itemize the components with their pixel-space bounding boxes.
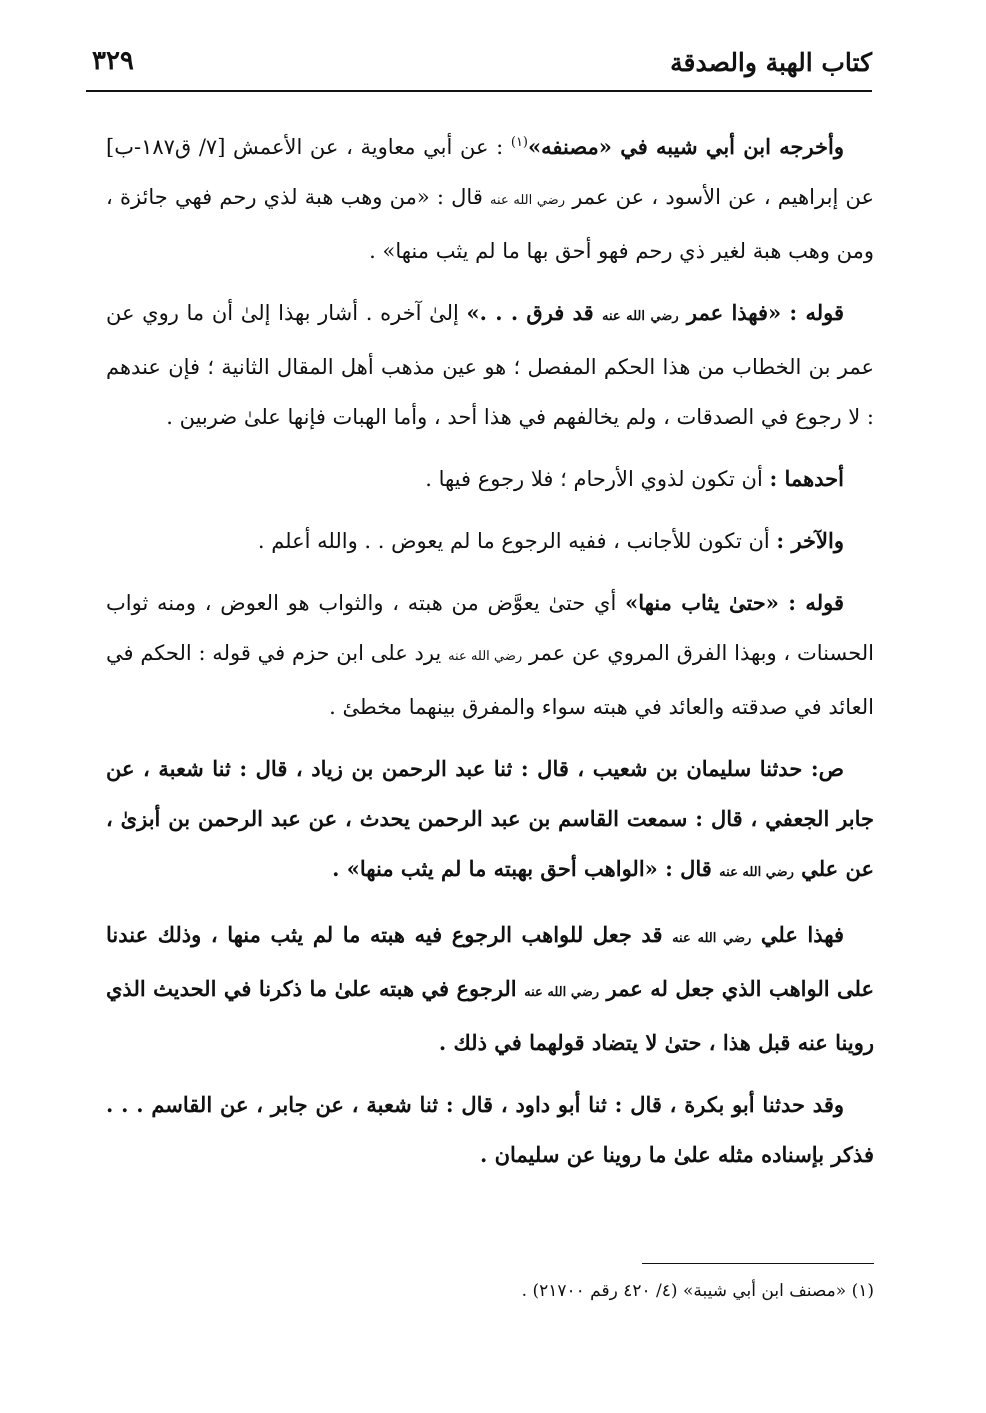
paragraph-text: إلىٰ آخره . أشار بهذا إلىٰ أن ما روي عن عمر بن الخطاب من هذا الحكم المفصل ؛ هو عين مذهب أهل المقال الثانية ؛ فإن عندهم : لا رجوع في الصدقات ، ولم يخالفهم في هذا أحد ، وأما الهبات فإنها علىٰ ضربين . [106,301,874,429]
paragraph-2 [106,288,874,442]
honorific-mark: رضي الله عنه [601,309,679,324]
paragraph-3 [106,454,874,504]
paragraph-8 [106,1080,874,1180]
paragraph-1 [106,122,874,276]
paragraph-7 [106,910,874,1068]
paragraph-text: قد جعل للواهب الرجوع فيه هبته ما لم يثب منها ، وذلك عندنا على الواهب الذي جعل له عمر [106,922,874,1001]
paragraph-text: يرد على ابن حزم في قوله : الحكم في العائد في صدقته والعائد في هبته سواء والمفرق بينهما مخطئ . [106,641,874,719]
chapter-title: كتاب الهبة والصدقة [670,48,872,77]
paragraph-text: وقد حدثنا أبو بكرة ، قال : ثنا أبو داود ، قال : ثنا شعبة ، عن جابر ، عن القاسم . . . فذكر بإسناده مثله علىٰ ما روينا عن سليمان . [106,1092,874,1167]
header-divider [86,90,872,92]
page-number: ٣٢٩ [92,46,134,76]
paragraph-text: : عن أبي معاوية ، عن الأعمش [٧/ ق١٨٧-ب] عن إبراهيم ، عن الأسود ، عن عمر [106,135,874,209]
paragraph-lead: قوله : «حتىٰ يثاب منها» [625,590,844,615]
paragraph-text: ص: حدثنا سليمان بن شعيب ، قال : ثنا عبد الرحمن بن زياد ، قال : ثنا شعبة ، عن جابر الجعفي ، قال : سمعت القاسم بن عبد الرحمن يحدث ، عن عبد الرحمن بن أبزىٰ ، عن علي [106,756,874,881]
paragraph-text: قال : «الواهب أحق بهبته ما لم يثب منها» . [332,856,720,881]
paragraph-lead: قوله : «فهذا عمر [678,300,845,325]
honorific-mark: رضي الله عنه [524,985,600,1000]
footnote-marker: (١) [510,135,528,150]
paragraph-lead: وأخرجه ابن أبي شيبه في «مصنفه» [528,134,845,159]
footnote-divider [642,1263,874,1264]
honorific-mark: رضي الله عنه [490,193,565,208]
honorific-mark: رضي الله عنه [672,931,752,946]
paragraph-5 [106,578,874,732]
footnote [106,1276,874,1306]
paragraph-text: قال : «من وهب هبة لذي رحم فهي جائزة ، ومن وهب هبة لغير ذي رحم فهو أحق بها ما لم يثب منها» . [106,185,874,263]
paragraph-lead: أحدهما : [769,466,844,491]
paragraph-text: الرجوع في هبته علىٰ ما ذكرنا في الحديث الذي روينا عنه قبل هذا ، حتىٰ لا يتضاد قولهما في ذلك . [106,976,874,1055]
footnote-text: «مصنف ابن أبي شيبة» (٤/ ٤٢٠ رقم ٢١٧٠٠) . [521,1281,847,1301]
paragraph-lead: والآخر : [776,528,844,553]
paragraph-lead: قد فرق . . .» [466,300,602,325]
paragraph-text: أي حتىٰ يعوَّض من هبته ، والثواب هو العوض ، ومنه ثواب الحسنات ، وبهذا الفرق المروي عن عمر [106,591,874,665]
honorific-mark: رضي الله عنه [448,649,523,664]
page-header [86,44,872,92]
footnote-number: (١) [851,1281,874,1301]
paragraph-text: أن تكون للأجانب ، ففيه الرجوع ما لم يعوض . . والله أعلم . [257,529,777,553]
honorific-mark: رضي الله عنه [719,865,794,880]
paragraph-4 [106,516,874,566]
page-body [106,122,874,1192]
paragraph-text: فهذا علي [751,922,845,947]
paragraph-text: أن تكون لذوي الأرحام ؛ فلا رجوع فيها . [425,467,770,491]
paragraph-6 [106,744,874,898]
